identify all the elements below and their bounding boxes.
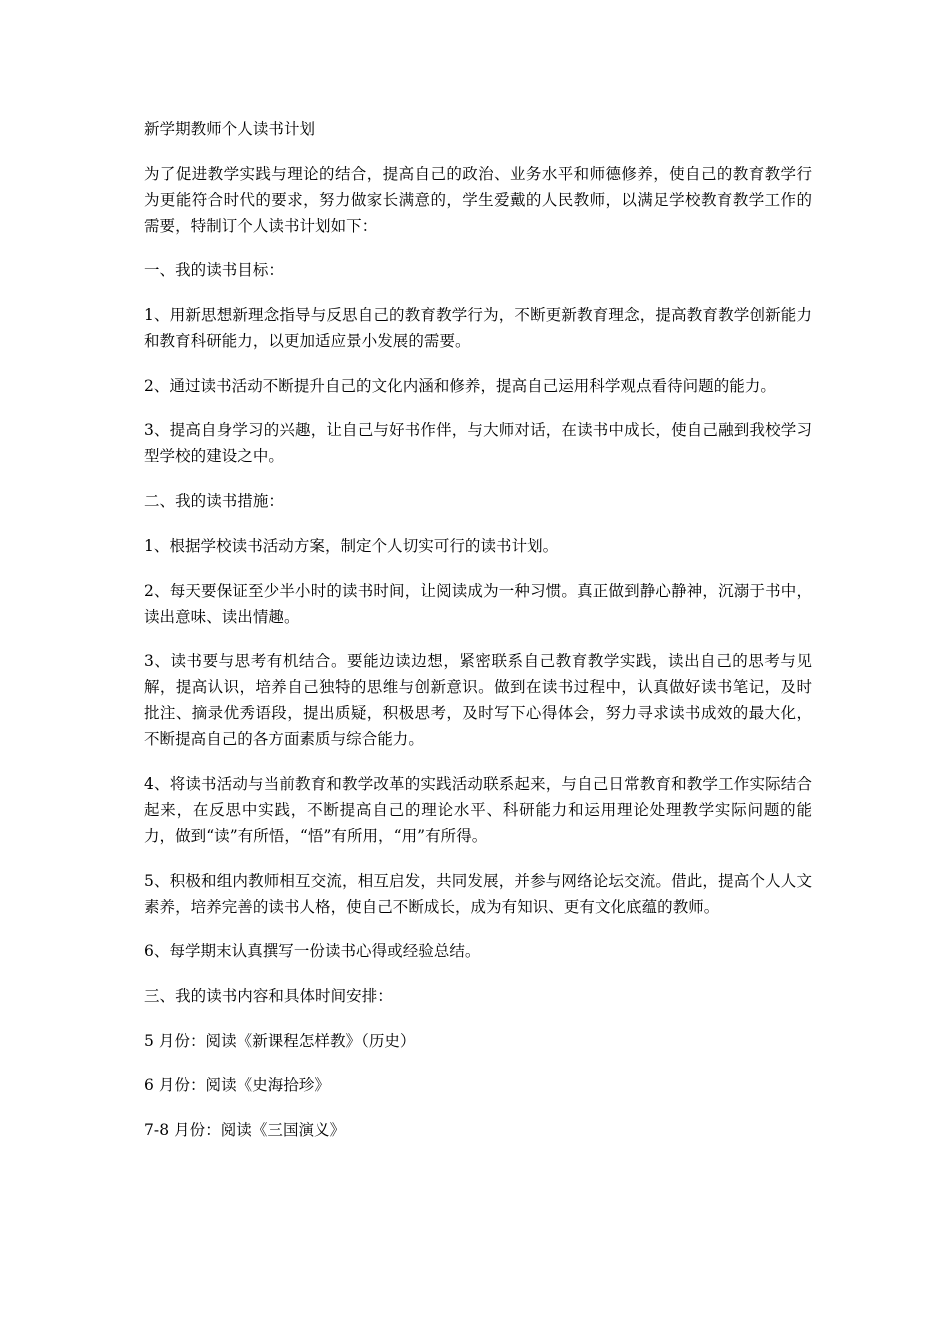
intro-paragraph: 为了促进教学实践与理论的结合，提高自己的政治、业务水平和师德修养，使自己的教育教学行为更能符合时代的要求，努力做家长满意的，学生爱戴的人民教师，以满足学校教育教学工作的需要，特制订个人读书计划如下：	[144, 164, 812, 235]
measure-item-1: 1、根据学校读书活动方案，制定个人切实可行的读书计划。	[144, 536, 559, 555]
measure-item-5: 5、积极和组内教师相互交流，相互启发，共同发展，并参与网络论坛交流。借此，提高个人人文素养，培养完善的读书人格，使自己不断成长，成为有知识、更有文化底蕴的教师。	[144, 871, 812, 916]
section-heading-measures: 二、我的读书措施：	[144, 492, 284, 511]
measure-item-6: 6、每学期末认真撰写一份读书心得或经验总结。	[144, 942, 481, 961]
goal-item-1: 1、用新思想新理念指导与反思自己的教育教学行为，不断更新教育理念，提高教育教学创新能力和教育科研能力，以更加适应景小发展的需要。	[144, 306, 812, 351]
section-heading-schedule: 三、我的读书内容和具体时间安排：	[144, 986, 393, 1005]
measure-item-2: 2、每天要保证至少半小时的读书时间，让阅读成为一种习惯。真正做到静心静神，沉溺于书中，读出意味、读出情趣。	[144, 581, 812, 626]
schedule-item-july-august: 7-8 月份：阅读《三国演义》	[144, 1121, 346, 1139]
document-page	[144, 116, 812, 1162]
goal-item-3: 3、提高自身学习的兴趣，让自己与好书作伴，与大师对话，在读书中成长，使自己融到我校学习型学校的建设之中。	[144, 421, 812, 466]
schedule-item-may: 5 月份：阅读《新课程怎样教》（历史）	[144, 1031, 416, 1050]
section-heading-goals: 一、我的读书目标：	[144, 261, 284, 280]
schedule-item-june: 6 月份：阅读《史海拾珍》	[144, 1076, 330, 1095]
measure-item-4: 4、将读书活动与当前教育和教学改革的实践活动联系起来，与自己日常教育和教学工作实际结合起来，在反思中实践，不断提高自己的理论水平、科研能力和运用理论处理教学实际问题的能力，做到“读”有所悟，“悟”有所用，“用”有所得。	[144, 774, 812, 845]
measure-item-3: 3、读书要与思考有机结合。要能边读边想，紧密联系自己教育教学实践，读出自己的思考与见解，提高认识，培养自己独特的思维与创新意识。做到在读书过程中，认真做好读书笔记，及时批注、摘录优秀语段，提出质疑，积极思考，及时写下心得体会，努力寻求读书成效的最大化，不断提高自己的各方面素质与综合能力。	[144, 652, 812, 749]
document-title: 新学期教师个人读书计划	[144, 120, 316, 138]
goal-item-2: 2、通过读书活动不断提升自己的文化内涵和修养，提高自己运用科学观点看待问题的能力。	[144, 376, 776, 395]
